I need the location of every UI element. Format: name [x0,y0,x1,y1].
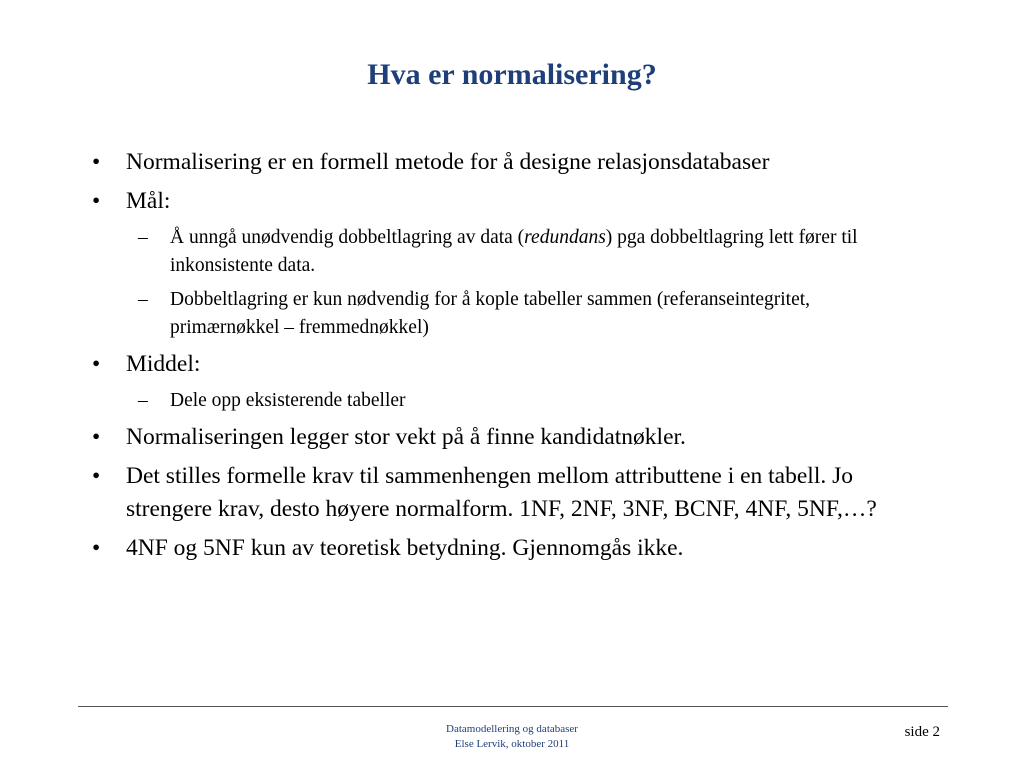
sub-bullet-item [92,286,922,342]
bullet-icon: • [92,535,101,561]
bullet-item [92,348,922,381]
bullet-text: Normalisering er en formell metode for å designe relasjonsdatabaser [126,149,770,175]
bullet-item [92,460,922,526]
page-number: side 2 [904,724,940,740]
bullet-text: Det stilles formelle krav til sammenhengen mellom attributtene i en tabell. Jo strengere krav, desto høyere normalform. 1NF, 2NF, 3NF, BCNF, 4NF, 5NF,…? [126,463,877,522]
sub-bullet-text [170,227,858,276]
sub-bullet-item [92,224,922,280]
sub-bullet-text: Dele opp eksisterende tabeller [170,390,406,411]
bullet-item [92,532,922,565]
footer-course: Datamodellering og databaser [446,723,578,735]
bullet-icon: • [92,351,101,377]
dash-icon: – [138,289,148,310]
bullet-item [92,421,922,454]
sub-text-part: ) pga dobbeltlagring lett fører til inkonsistente data. [170,227,858,276]
bullet-item [92,185,922,218]
bullet-text: Normaliseringen legger stor vekt på å finne kandidatnøkler. [126,424,686,450]
bullet-icon: • [92,463,101,489]
bullet-item [92,146,922,179]
footer-divider [78,706,948,707]
footer-author-date: Else Lervik, oktober 2011 [454,738,570,750]
bullet-icon: • [92,188,101,214]
bullet-text: Middel: [126,351,201,377]
emphasis-term: redundans [524,227,606,248]
dash-icon: – [138,390,148,411]
sub-text-part: Å unngå unødvendig dobbeltlagring av data ( [170,227,525,248]
sub-bullet-item [92,387,922,415]
bullet-icon: • [92,149,101,175]
bullet-text: 4NF og 5NF kun av teoretisk betydning. Gjennomgås ikke. [126,535,684,561]
sub-bullet-text: Dobbeltlagring er kun nødvendig for å kople tabeller sammen (referanseintegritet, primærnøkkel – fremmednøkkel) [170,289,811,338]
bullet-text: Mål: [126,188,171,214]
footer-info [0,722,1024,752]
bullet-icon: • [92,424,101,450]
slide-title: Hva er normalisering? [367,58,657,91]
slide-content [92,146,922,571]
dash-icon: – [138,227,148,248]
